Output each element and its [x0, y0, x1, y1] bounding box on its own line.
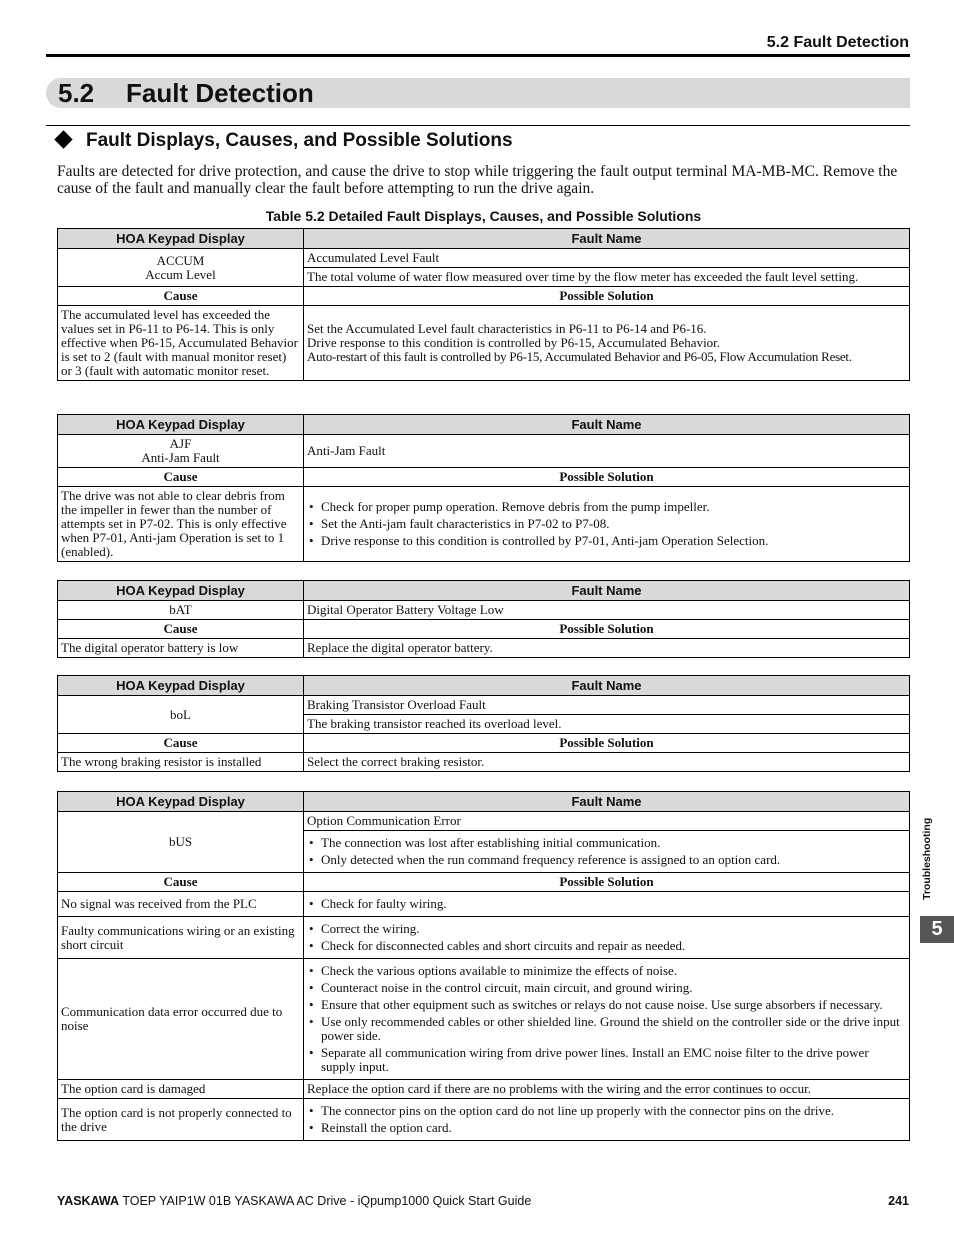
cause-cell: The wrong braking resistor is installed: [58, 753, 304, 772]
footer-brand: YASKAWA: [57, 1194, 120, 1208]
fault-name: Option Communication Error: [304, 812, 910, 831]
solution-line: Auto-restart of this fault is controlled by P6-15, Accumulated Behavior and P6-05, Flow Accumulation Reset.: [307, 349, 852, 364]
fault-name: Digital Operator Battery Voltage Low: [304, 601, 910, 620]
diamond-bullet-icon: [54, 130, 72, 148]
display-code: AJF: [169, 436, 192, 451]
solution-line: Drive response to this condition is controlled by P6-15, Accumulated Behavior.: [307, 335, 721, 350]
solution-cell: Select the correct braking resistor.: [304, 753, 910, 772]
solution-bullet: • Correct the wiring.: [307, 922, 906, 936]
display-code: bUS: [58, 812, 304, 873]
side-tab-label: Troubleshooting: [921, 817, 933, 900]
display-code: boL: [58, 696, 304, 734]
col-header-fault-name: Fault Name: [304, 792, 910, 812]
chapter-tab: 5: [920, 916, 954, 943]
fault-description: The braking transistor reached its overload level.: [304, 715, 910, 734]
col-header-cause: Cause: [58, 873, 304, 892]
col-header-cause: Cause: [58, 287, 304, 306]
solution-bullet: • Check for faulty wiring.: [307, 897, 906, 911]
section-title-text: Fault Detection: [126, 78, 314, 108]
solution-bullet: • Check the various options available to minimize the effects of noise.: [307, 964, 906, 978]
cause-cell: The drive was not able to clear debris from the impeller in fewer than the number of attempts set in P7-02. This is only effective when P7-01, Anti-jam Operation is set to 1 (enabled).: [58, 487, 304, 562]
col-header-display: HOA Keypad Display: [58, 229, 304, 249]
solution-bullet: • Set the Anti-jam fault characteristics in P7-02 to P7-08.: [307, 517, 906, 531]
fault-description: [304, 831, 910, 873]
solution-cell: [304, 306, 910, 381]
cause-cell: The digital operator battery is low: [58, 639, 304, 658]
fault-table-bol: [57, 675, 910, 772]
col-header-cause: Cause: [58, 620, 304, 639]
subsection-title: Fault Displays, Causes, and Possible Solutions: [86, 130, 513, 151]
cause-cell: Communication data error occurred due to noise: [58, 959, 304, 1080]
solution-cell: [304, 892, 910, 917]
intro-paragraph: Faults are detected for drive protection, and cause the drive to stop while triggering the fault output terminal MA-MB-MC. Remove the cause of the fault and manually clear the fault before attempting to run the drive again.: [57, 163, 898, 197]
cause-cell: Faulty communications wiring or an existing short circuit: [58, 917, 304, 959]
cause-cell: No signal was received from the PLC: [58, 892, 304, 917]
display-code: ACCUM: [156, 252, 205, 268]
solution-cell: Replace the digital operator battery.: [304, 639, 910, 658]
solution-cell: [304, 487, 910, 562]
fault-table-ajf: [57, 414, 910, 562]
solution-bullet: • Check for proper pump operation. Remove debris from the pump impeller.: [307, 500, 906, 514]
solution-cell: Replace the option card if there are no problems with the wiring and the error continues to occur.: [304, 1080, 910, 1099]
description-bullet: • Only detected when the run command frequency reference is assigned to an option card.: [307, 853, 906, 867]
subsection-rule: [46, 125, 910, 126]
col-header-fault-name: Fault Name: [304, 676, 910, 696]
col-header-cause: Cause: [58, 468, 304, 487]
footer: [57, 1194, 531, 1208]
solution-bullet: • Counteract noise in the control circuit, main circuit, and ground wiring.: [307, 981, 906, 995]
cause-cell: The accumulated level has exceeded the values set in P6-11 to P6-14. This is only effective when P6-15, Accumulated Behavior is set to 2 (fault with manual monitor reset) or 3 (fault with automatic monitor reset.: [58, 306, 304, 381]
solution-line: Set the Accumulated Level fault characteristics in P6-11 to P6-14 and P6-16.: [307, 321, 707, 336]
col-header-solution: Possible Solution: [304, 287, 910, 306]
fault-table-bus: [57, 791, 910, 1141]
display-name: Accum Level: [145, 266, 216, 282]
col-header-solution: Possible Solution: [304, 873, 910, 892]
fault-table-bat: [57, 580, 910, 658]
solution-cell: [304, 1099, 910, 1141]
col-header-display: HOA Keypad Display: [58, 581, 304, 601]
solution-cell: [304, 917, 910, 959]
col-header-display: HOA Keypad Display: [58, 792, 304, 812]
col-header-solution: Possible Solution: [304, 468, 910, 487]
solution-bullet: • Ensure that other equipment such as switches or relays do not cause noise. Use surge absorbers if necessary.: [307, 998, 906, 1012]
solution-bullet: • Drive response to this condition is controlled by P7-01, Anti-jam Operation Selection.: [307, 534, 906, 548]
table-caption: Table 5.2 Detailed Fault Displays, Causes, and Possible Solutions: [265, 208, 702, 224]
cause-cell: The option card is damaged: [58, 1080, 304, 1099]
col-header-fault-name: Fault Name: [304, 415, 910, 435]
page-number: 241: [888, 1194, 909, 1208]
display-code: bAT: [58, 601, 304, 620]
solution-bullet: • Use only recommended cables or other shielded line. Ground the shield on the controller side or the drive input power side.: [307, 1015, 906, 1043]
solution-bullet: • Check for disconnected cables and short circuits and repair as needed.: [307, 939, 906, 953]
col-header-fault-name: Fault Name: [304, 229, 910, 249]
col-header-solution: Possible Solution: [304, 620, 910, 639]
solution-bullet: • The connector pins on the option card do not line up properly with the connector pins on the drive.: [307, 1104, 906, 1118]
section-number: 5.2: [58, 78, 95, 108]
description-bullet: • The connection was lost after establishing initial communication.: [307, 836, 906, 850]
display-cell: [58, 435, 304, 468]
fault-name: Accumulated Level Fault: [304, 249, 910, 268]
solution-cell: [304, 959, 910, 1080]
col-header-display: HOA Keypad Display: [58, 415, 304, 435]
col-header-cause: Cause: [58, 734, 304, 753]
header-rule: [46, 54, 910, 57]
fault-table-accum: [57, 228, 910, 381]
display-cell: [58, 249, 304, 287]
fault-description: The total volume of water flow measured over time by the flow meter has exceeded the fault level setting.: [304, 268, 910, 287]
running-header: 5.2 Fault Detection: [766, 34, 909, 51]
solution-bullet: • Reinstall the option card.: [307, 1121, 906, 1135]
col-header-solution: Possible Solution: [304, 734, 910, 753]
solution-bullet: • Separate all communication wiring from drive power lines. Install an EMC noise filter to the drive power supply input.: [307, 1046, 906, 1074]
col-header-fault-name: Fault Name: [304, 581, 910, 601]
footer-text: TOEP YAIP1W 01B YASKAWA AC Drive - iQpump1000 Quick Start Guide: [122, 1194, 532, 1208]
cause-cell: The option card is not properly connected to the drive: [58, 1099, 304, 1141]
display-name: Anti-Jam Fault: [141, 450, 220, 465]
col-header-display: HOA Keypad Display: [58, 676, 304, 696]
fault-name: Braking Transistor Overload Fault: [304, 696, 910, 715]
fault-name: Anti-Jam Fault: [304, 435, 910, 468]
section-title: [58, 78, 314, 108]
